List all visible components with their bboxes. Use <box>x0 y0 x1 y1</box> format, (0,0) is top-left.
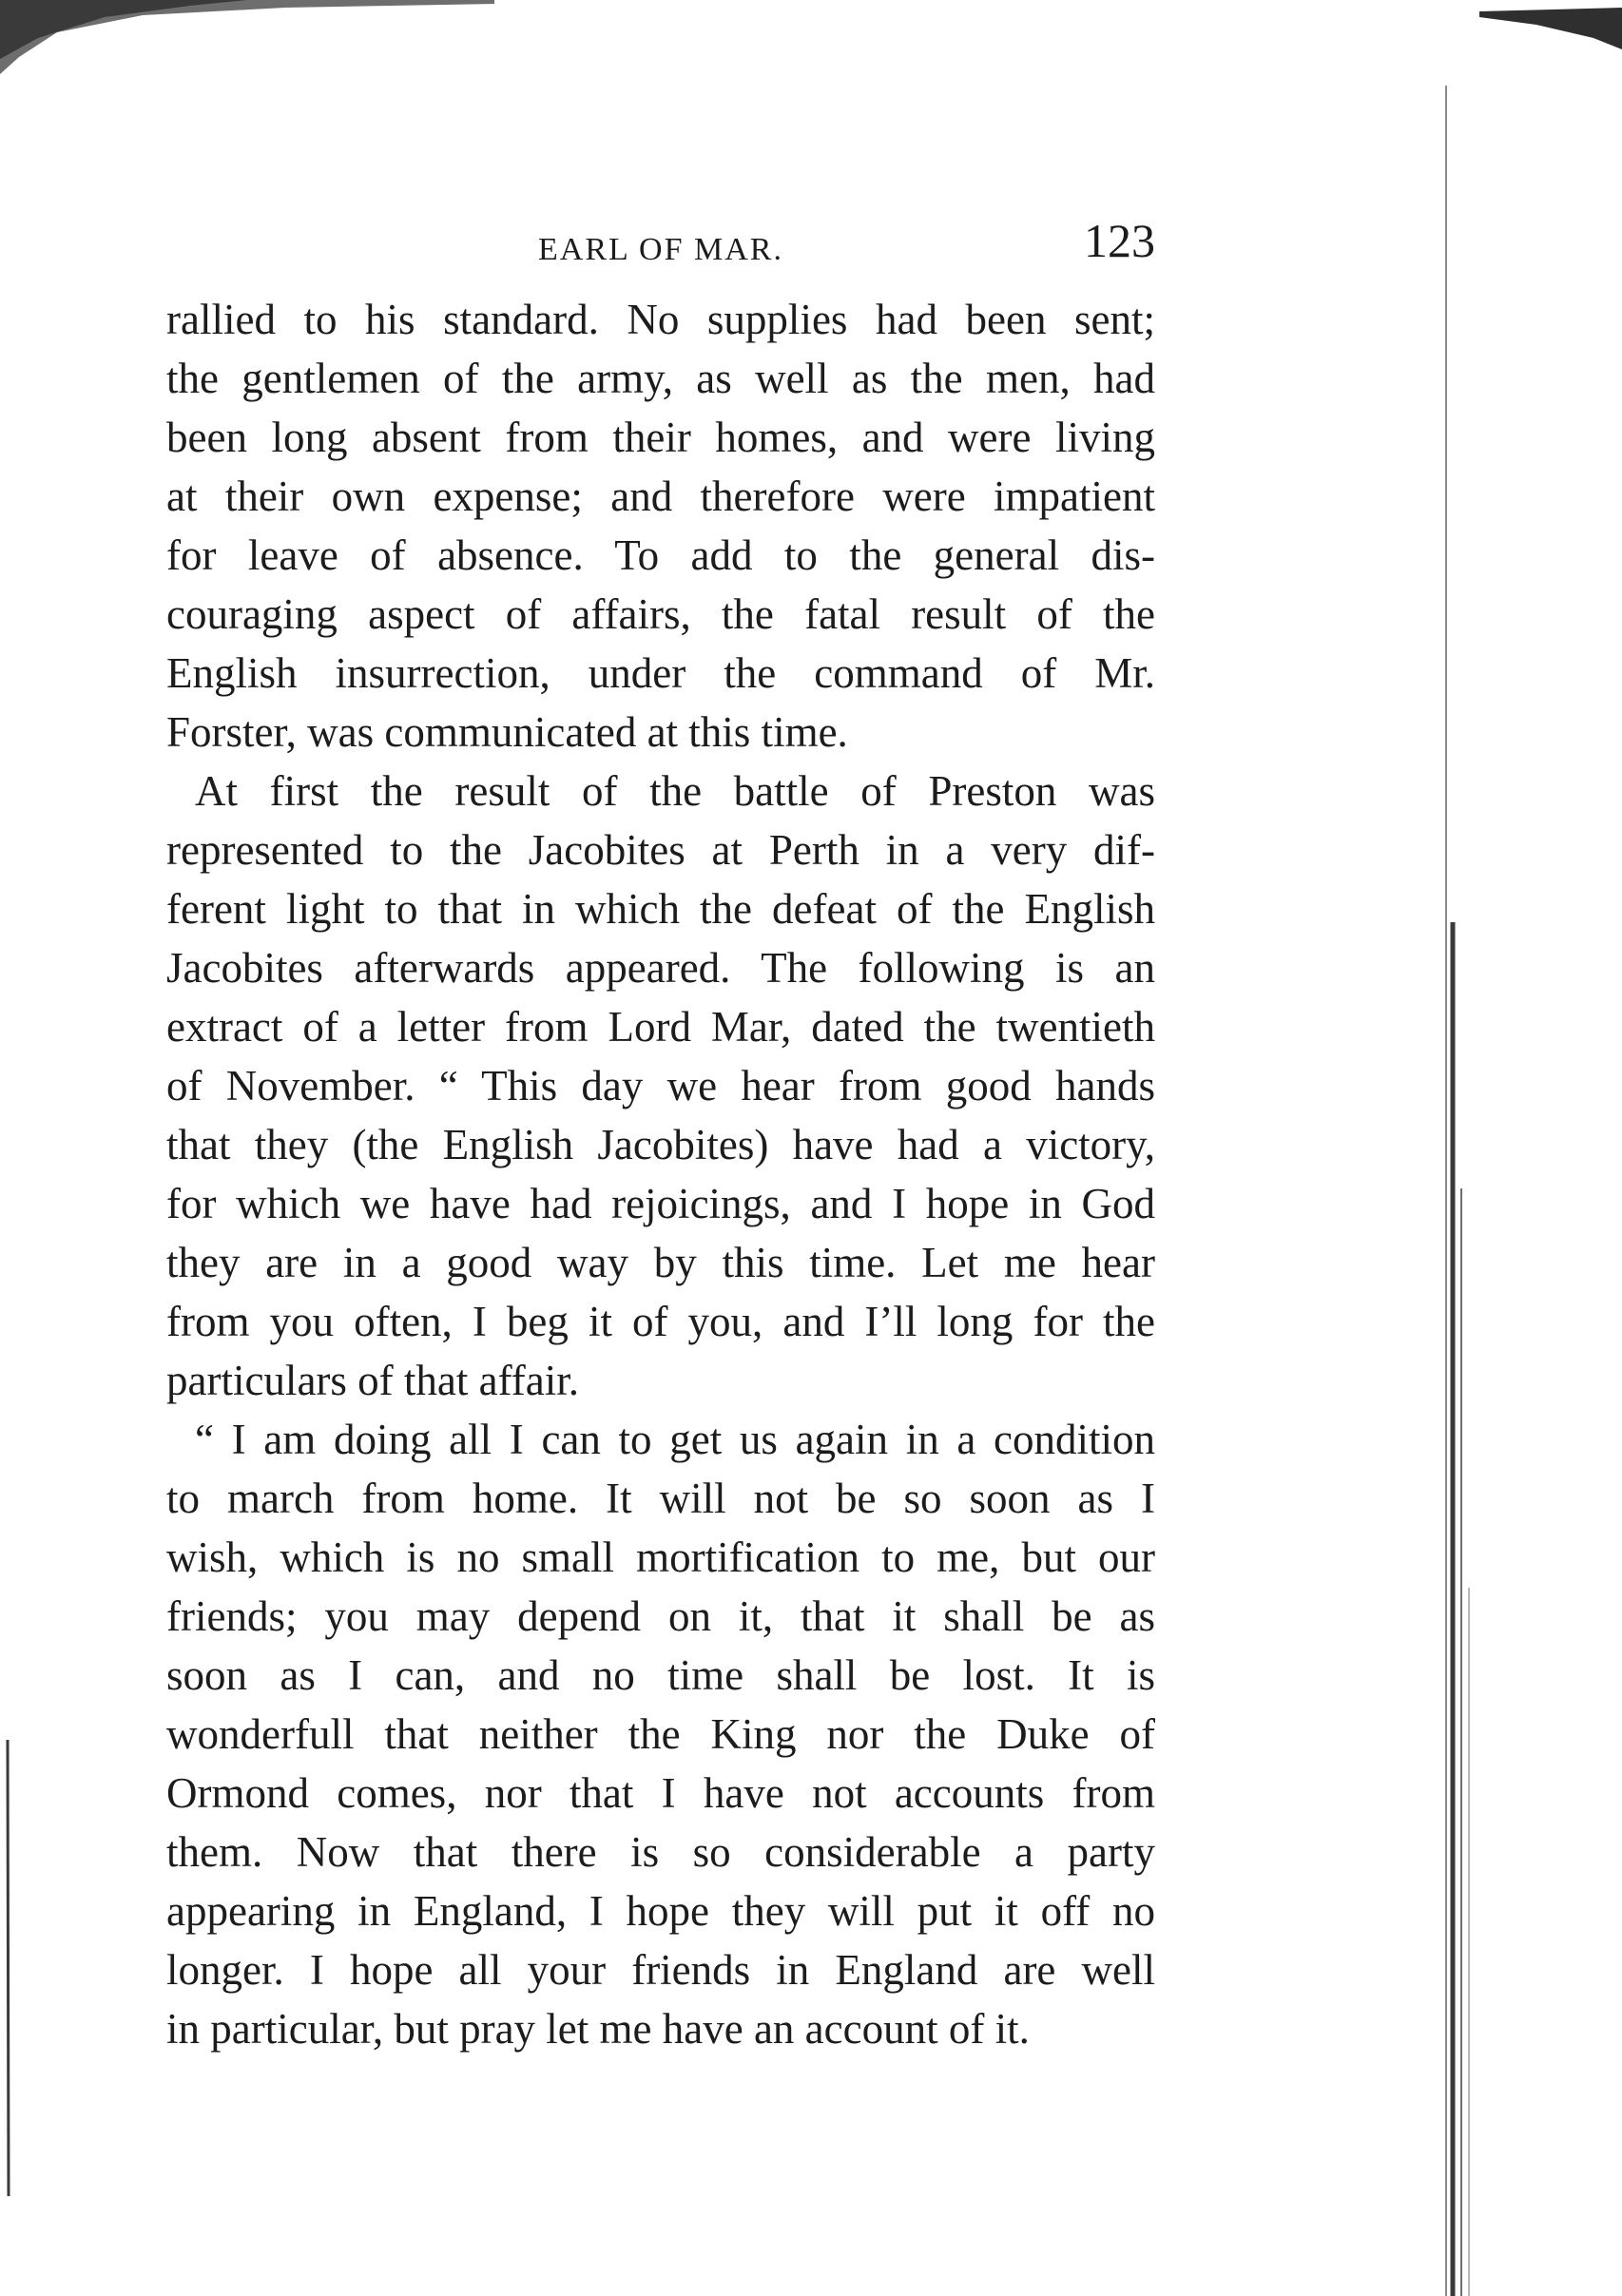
text-line: the gentlemen of the army, as well as the men, had <box>166 355 1155 402</box>
page-header <box>166 207 1155 274</box>
text-line: Ormond comes, nor that I have not accounts from <box>166 1769 1155 1817</box>
text-line: wish, which is no small mortification to me, but our <box>166 1534 1155 1581</box>
text-line: wonderfull that neither the King nor the Duke of <box>166 1710 1155 1758</box>
text-line: rallied to his standard. No supplies had been sent; <box>166 296 1155 343</box>
text-line: couraging aspect of affairs, the fatal result of the <box>166 590 1155 638</box>
text-line: for which we have had rejoicings, and I hope in God <box>166 1180 1155 1227</box>
text-line: Forster, was communicated at this time. <box>166 708 848 756</box>
page-edge-right <box>1440 67 1478 2296</box>
body-text <box>166 290 1155 2058</box>
text-line: appearing in England, I hope they will put it off no <box>166 1887 1155 1935</box>
text-line: of November. “ This day we hear from good hands <box>166 1062 1155 1109</box>
text-line: from you often, I beg it of you, and I’ll long for the <box>166 1298 1155 1345</box>
text-line: been long absent from their homes, and were living <box>166 414 1155 461</box>
text-line: friends; you may depend on it, that it shall be as <box>166 1592 1155 1640</box>
text-line: Jacobites afterwards appeared. The following is an <box>166 944 1155 992</box>
text-line: soon as I can, and no time shall be lost. It is <box>166 1651 1155 1699</box>
scan-shadow-top-right <box>1479 0 1622 57</box>
text-line: for leave of absence. To add to the general dis- <box>166 531 1155 579</box>
text-line: them. Now that there is so considerable a party <box>166 1828 1155 1876</box>
text-line: they are in a good way by this time. Let me hear <box>166 1239 1155 1286</box>
text-line: represented to the Jacobites at Perth in a very dif- <box>166 826 1155 874</box>
text-line: ferent light to that in which the defeat of the English <box>166 885 1155 933</box>
text-line: English insurrection, under the command of Mr. <box>166 649 1155 697</box>
page-number: 123 <box>1084 214 1155 267</box>
running-head: EARL OF MAR. <box>538 232 783 267</box>
text-line: in particular, but pray let me have an account of it. <box>166 2005 1030 2053</box>
text-line: that they (the English Jacobites) have had a victory, <box>166 1121 1155 1168</box>
text-line: longer. I hope all your friends in England are well <box>166 1946 1155 1994</box>
text-line: “ I am doing all I can to get us again in a condition <box>195 1416 1155 1463</box>
text-line: to march from home. It will not be so soon as I <box>166 1475 1155 1522</box>
text-line: extract of a letter from Lord Mar, dated the twentieth <box>166 1003 1155 1051</box>
text-line: particulars of that affair. <box>166 1357 579 1404</box>
text-line: At first the result of the battle of Preston was <box>195 767 1155 815</box>
page-edge-left <box>0 1740 19 2196</box>
scan-shadow-top-left <box>0 0 494 76</box>
text-line: at their own expense; and therefore were impatient <box>166 473 1155 520</box>
